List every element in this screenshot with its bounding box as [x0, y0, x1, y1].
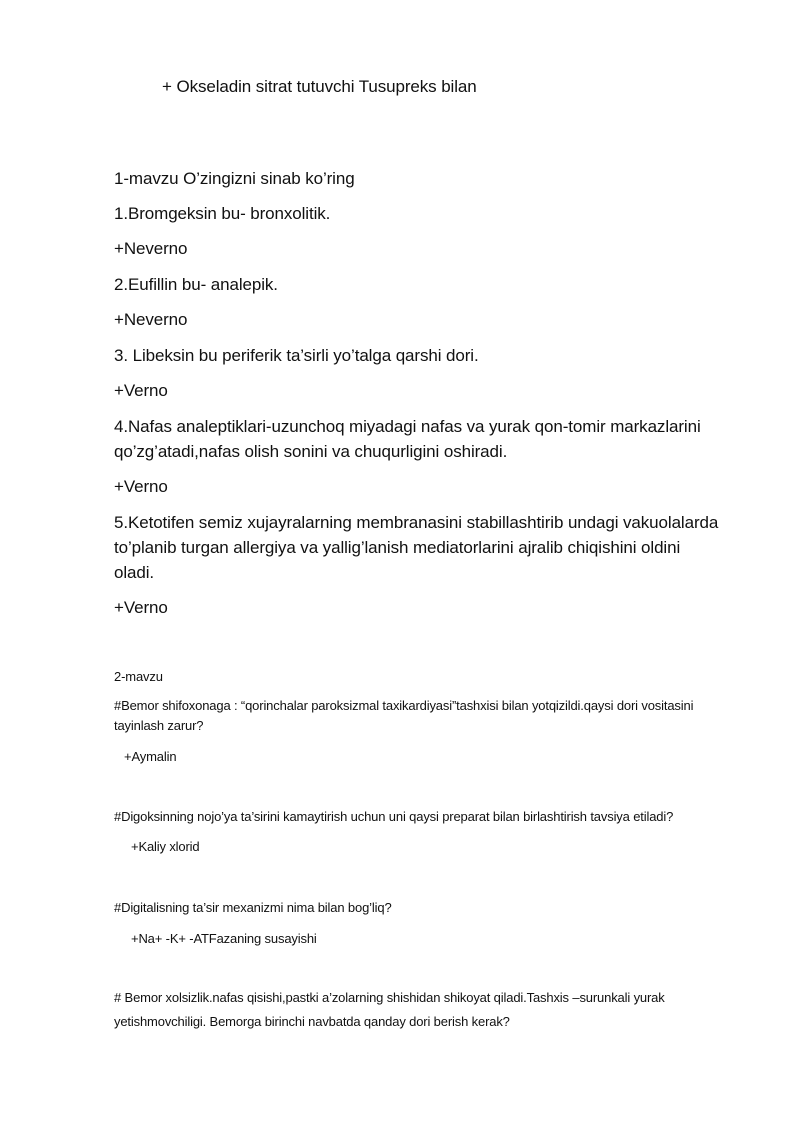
answer-text: +Verno	[114, 477, 168, 496]
question-text: to’planib turgan allergiya va yallig’lanish mediatorlarini ajralib chiqishini oldini	[114, 538, 681, 557]
question-text: #Digoksinning nojo’ya ta’sirini kamaytirish uchun uni qaysi preparat bilan birlashtirish tavsiya etiladi?	[114, 809, 674, 824]
question-text: 1.Bromgeksin bu- bronxolitik.	[114, 204, 331, 223]
answer-text: +Verno	[114, 381, 168, 400]
question-text: tayinlash zarur?	[114, 718, 204, 733]
question-text: 4.Nafas analeptiklari-uzunchoq miyadagi nafas va yurak qon-tomir markazlarini	[114, 417, 701, 436]
section-title: 2-mavzu	[114, 669, 163, 684]
answer-text: +Aymalin	[124, 749, 177, 764]
section-title: 1-mavzu O’zingizni sinab ko’ring	[114, 169, 355, 188]
answer-text: +Neverno	[114, 239, 188, 258]
question-text: 2.Eufillin bu- analepik.	[114, 275, 278, 294]
question-text: #Bemor shifoxonaga : “qorinchalar paroksizmal taxikardiyasi”tashxisi bilan yotqizildi.qaysi dori vositasini	[114, 698, 694, 713]
answer-text: +Verno	[114, 598, 168, 617]
answer-text: + Okseladin sitrat tutuvchi Tusupreks bilan	[162, 77, 477, 96]
question-text: 3. Libeksin bu periferik ta’sirli yo’talga qarshi dori.	[114, 346, 479, 365]
question-text: qo’zg’atadi,nafas olish sonini va chuqurligini oshiradi.	[114, 442, 508, 461]
answer-text: +Kaliy xlorid	[131, 839, 200, 854]
question-text: #Digitalisning ta’sir mexanizmi nima bilan bog’liq?	[114, 900, 392, 915]
question-text: 5.Ketotifen semiz xujayralarning membranasini stabillashtirib undagi vakuolalarda	[114, 513, 719, 532]
question-text: oladi.	[114, 563, 155, 582]
question-text: # Bemor xolsizlik.nafas qisishi,pastki a’zolarning shishidan shikoyat qiladi.Tashxis –surunkali yurak	[114, 990, 665, 1005]
answer-text: +Neverno	[114, 310, 188, 329]
answer-text: +Na+ -K+ -ATFazaning susayishi	[131, 931, 317, 946]
question-text: yetishmovchiligi. Bemorga birinchi navbatda qanday dori berish kerak?	[114, 1014, 510, 1029]
